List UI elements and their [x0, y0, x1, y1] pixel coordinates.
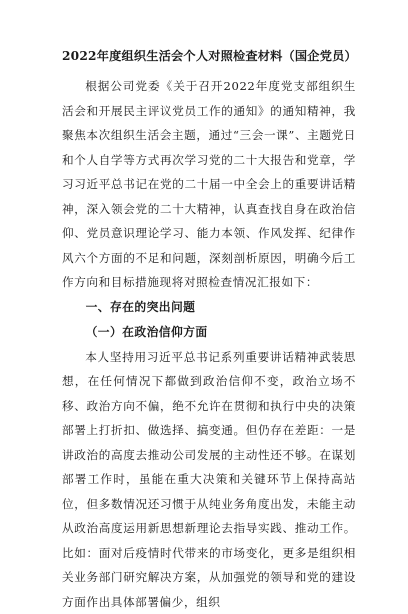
intro-paragraph: 根据公司党委《关于召开2022年度党支部组织生活会和开展民主评议党员工作的通知》的通知精神，我聚焦本次组织生活会主题，通过“三会一课”、主题党日和个人自学等方式再次学习党的二十大报告和党章，学习习近平总书记在党的二十届一中全会上的重要讲话精神，深入领会党的二十大精神，认真查找自身在政治信仰、党员意识理论学习、能力本领、作风发挥、纪律作风六个方面的不足和问题，深刻剖析原因，明确今后工作方向和目标措施现将对照检查情况汇报如下：: [62, 74, 356, 295]
document-title: 2022年度组织生活会个人对照检查材料（国企党员）: [62, 44, 356, 68]
section-heading: 一、存在的突出问题: [62, 295, 356, 320]
body-paragraph: 本人坚持用习近平总书记系列重要讲话精神武装思想，在任何情况下都做到政治信仰不变，政治立场不移、政治方向不偏，绝不允许在贯彻和执行中央的决策部署上打折扣、做选择、搞变通。但仍存在差距：一是讲政治的高度去推动公司发展的主动性还不够。在谋划部署工作时，虽能在重大决策和关键环节上保持高站位，但多数情况还习惯于从纯业务角度出发，未能主动从政治高度运用新思想新理论去指导实践、推动工作。比如：面对后疫情时代带来的市场变化，更多是组织相关业务部门研究解决方案，从加强党的领导和党的建设方面作出具体部署偏少，组织: [62, 345, 356, 614]
subsection-heading: （一）在政治信仰方面: [62, 320, 356, 345]
